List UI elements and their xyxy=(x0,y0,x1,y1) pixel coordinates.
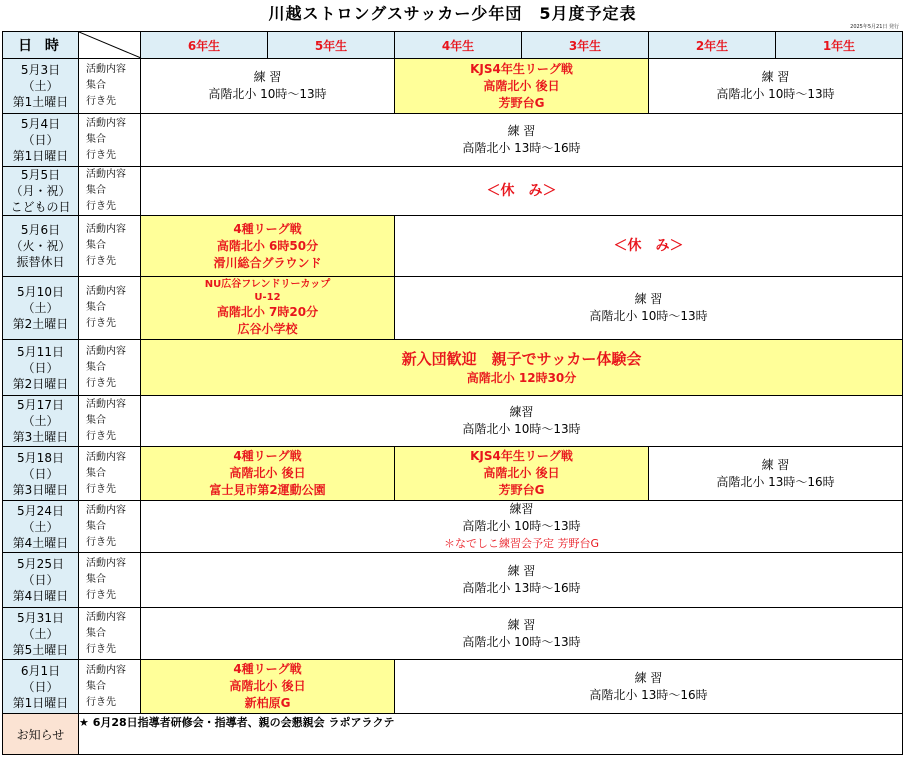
notice-text: ★ 6月28日指導者研修会・指導者、親の会懇親会 ラポアラクテ xyxy=(79,714,903,755)
row-label: 集合 xyxy=(86,80,106,91)
activity-line: 高階北小 13時〜16時 xyxy=(716,474,835,489)
date-line: 5月31日 xyxy=(17,610,64,625)
grade-header: 5年生 xyxy=(268,32,395,59)
activity-cell xyxy=(141,167,903,216)
row-labels xyxy=(79,340,141,396)
activity-line: 高階北小 10時〜13時 xyxy=(589,309,708,323)
activity-line: 練 習 xyxy=(507,124,536,138)
activity-line: KJS4年生リーグ戦 xyxy=(470,449,573,463)
date-line: （土） xyxy=(22,519,59,534)
schedule-row xyxy=(3,396,903,447)
row-label: 行き先 xyxy=(86,150,116,161)
row-labels xyxy=(79,396,141,447)
date-cell xyxy=(3,396,79,447)
row-labels xyxy=(79,608,141,660)
activity-line: 4種リーグ戦 xyxy=(233,662,302,676)
row-label: 活動内容 xyxy=(86,64,126,75)
row-labels xyxy=(79,114,141,167)
activity-line: 練 習 xyxy=(507,617,536,632)
row-labels xyxy=(79,59,141,114)
row-label: 集合 xyxy=(86,467,106,479)
activity-line: 練習 xyxy=(509,502,534,516)
date-line: 5月4日 xyxy=(20,117,61,131)
date-cell xyxy=(3,114,79,167)
activity-line: 練 習 xyxy=(507,564,536,578)
header-row xyxy=(3,32,903,59)
row-label: 行き先 xyxy=(86,96,116,107)
row-label: 行き先 xyxy=(86,377,116,389)
activity-cell xyxy=(141,340,903,396)
row-label: 集合 xyxy=(86,415,106,426)
activity-line: 高階北小 後日 xyxy=(483,78,560,93)
activity-cell xyxy=(141,553,903,608)
row-label: 行き先 xyxy=(86,201,116,212)
activity-cell xyxy=(141,660,395,714)
grade-header: 1年生 xyxy=(776,32,903,59)
row-label: 行き先 xyxy=(86,431,116,442)
activity-line: 新柏原G xyxy=(244,696,291,710)
schedule-row xyxy=(3,277,903,340)
notice-row xyxy=(3,714,903,755)
date-line: 5月10日 xyxy=(17,285,64,299)
schedule-row xyxy=(3,167,903,216)
activity-line: 高階北小 13時〜16時 xyxy=(462,141,581,155)
date-line: （月・祝） xyxy=(10,184,71,198)
date-line: （土） xyxy=(22,414,59,428)
row-label: 活動内容 xyxy=(86,504,126,516)
row-label: 行き先 xyxy=(86,256,116,267)
row-labels xyxy=(79,447,141,501)
date-cell xyxy=(3,277,79,340)
row-labels xyxy=(79,501,141,553)
activity-line: 広谷小学校 xyxy=(237,322,298,336)
activity-cell xyxy=(141,216,395,277)
row-label: 活動内容 xyxy=(86,611,126,623)
issue-date: 2025年5月21日 発行 xyxy=(850,24,899,30)
activity-line: 滑川総合グラウンド xyxy=(213,255,322,270)
schedule-row xyxy=(3,340,903,396)
date-cell xyxy=(3,447,79,501)
date-cell xyxy=(3,608,79,660)
activity-cell xyxy=(141,114,903,167)
row-label: 活動内容 xyxy=(86,664,126,676)
row-label: 活動内容 xyxy=(86,558,126,569)
schedule-row xyxy=(3,501,903,553)
activity-line: 練 習 xyxy=(761,457,790,472)
activity-line: 高階北小 10時〜13時 xyxy=(716,87,835,101)
row-label: 集合 xyxy=(86,627,106,639)
date-line: 第3日曜日 xyxy=(12,482,69,497)
date-line: （火・祝） xyxy=(10,239,71,253)
activity-cell xyxy=(649,59,903,114)
activity-line: 新入団歓迎 親子でサッカー体験会 xyxy=(401,350,642,368)
activity-line: 練 習 xyxy=(634,292,663,306)
date-line: （日） xyxy=(22,573,59,587)
date-cell xyxy=(3,660,79,714)
date-line: 第1日曜日 xyxy=(12,695,69,710)
date-cell xyxy=(3,501,79,553)
date-line: 第1土曜日 xyxy=(12,95,69,109)
date-line: （土） xyxy=(22,79,59,93)
activity-note: ＊なでしこ練習会予定 芳野台G xyxy=(443,537,600,550)
row-label: 集合 xyxy=(86,240,106,251)
row-labels xyxy=(79,553,141,608)
schedule-row xyxy=(3,447,903,501)
date-line: 5月25日 xyxy=(17,557,64,571)
schedule-table xyxy=(2,31,903,755)
activity-line: 高階北小 7時20分 xyxy=(216,305,319,319)
row-label: 行き先 xyxy=(86,590,116,601)
activity-cell xyxy=(649,447,903,501)
notice-label: お知らせ xyxy=(3,714,79,755)
schedule-row xyxy=(3,59,903,114)
date-line: 5月6日 xyxy=(20,223,61,237)
activity-cell xyxy=(141,396,903,447)
activity-line: 富士見市第2運動公園 xyxy=(209,483,326,497)
row-label: 活動内容 xyxy=(86,451,126,463)
activity-line: 4種リーグ戦 xyxy=(233,449,302,463)
row-label: 活動内容 xyxy=(86,169,126,180)
row-label: 集合 xyxy=(86,680,106,692)
activity-line: ＜休 み＞ xyxy=(613,237,684,254)
date-line: （日） xyxy=(22,360,59,375)
activity-line: 高階北小 後日 xyxy=(483,466,560,480)
date-line: 5月5日 xyxy=(20,168,61,182)
date-line: 第5土曜日 xyxy=(12,642,69,657)
row-label: 集合 xyxy=(86,520,106,532)
date-line: 5月3日 xyxy=(20,63,61,77)
page-title: 川越ストロングスサッカー少年団 5月度予定表 xyxy=(268,4,637,23)
activity-cell xyxy=(395,447,649,501)
date-line: （日） xyxy=(22,679,59,694)
activity-line: 高階北小 6時50分 xyxy=(216,238,319,253)
date-line: 5月24日 xyxy=(17,503,64,518)
row-label: 活動内容 xyxy=(86,286,126,297)
activity-line: 4種リーグ戦 xyxy=(233,221,302,236)
date-line: （土） xyxy=(22,301,59,315)
date-cell xyxy=(3,553,79,608)
row-label: 行き先 xyxy=(86,536,116,548)
activity-line: 高階北小 13時〜16時 xyxy=(589,687,708,702)
date-line: 第3土曜日 xyxy=(12,430,69,444)
schedule-row xyxy=(3,114,903,167)
row-label: 集合 xyxy=(86,361,106,373)
date-cell xyxy=(3,167,79,216)
date-line: 5月11日 xyxy=(17,344,64,359)
activity-line: 練 習 xyxy=(253,70,282,84)
activity-line: 高階北小 10時〜13時 xyxy=(462,422,581,436)
grade-header: 3年生 xyxy=(522,32,649,59)
date-cell xyxy=(3,216,79,277)
grade-header: 2年生 xyxy=(649,32,776,59)
date-cell xyxy=(3,340,79,396)
row-labels xyxy=(79,277,141,340)
activity-line: KJS4年生リーグ戦 xyxy=(470,61,573,76)
row-labels xyxy=(79,167,141,216)
row-label: 集合 xyxy=(86,302,106,313)
row-label: 活動内容 xyxy=(86,118,126,129)
date-line: 5月17日 xyxy=(17,398,64,412)
activity-line: 高階北小 後日 xyxy=(229,466,306,480)
activity-line: 練 習 xyxy=(634,670,663,685)
activity-line: 高階北小 後日 xyxy=(229,679,306,693)
activity-cell xyxy=(141,59,395,114)
grade-header: 6年生 xyxy=(141,32,268,59)
activity-cell xyxy=(141,277,395,340)
activity-cell xyxy=(141,501,903,553)
activity-cell xyxy=(395,59,649,114)
grade-header: 4年生 xyxy=(395,32,522,59)
date-line: 第4日曜日 xyxy=(12,589,69,603)
row-label: 行き先 xyxy=(86,696,116,708)
activity-line: ＜休 み＞ xyxy=(486,182,557,199)
activity-cell xyxy=(141,608,903,660)
activity-line: 高階北小 10時〜13時 xyxy=(208,87,327,101)
row-label: 集合 xyxy=(86,185,106,196)
date-line: （日） xyxy=(22,466,59,481)
date-line: 第1日曜日 xyxy=(12,149,69,163)
activity-line: 芳野台G xyxy=(498,483,545,497)
diagonal-line-icon xyxy=(79,32,141,58)
date-line: 第2日曜日 xyxy=(12,376,69,391)
activity-cell xyxy=(141,447,395,501)
activity-line: 練 習 xyxy=(761,70,790,84)
activity-cell xyxy=(395,277,903,340)
schedule-row xyxy=(3,216,903,277)
activity-cell xyxy=(395,216,903,277)
row-label: 集合 xyxy=(86,134,106,145)
diagonal-header-cell xyxy=(79,32,141,59)
activity-cell xyxy=(395,660,903,714)
activity-line: 高階北小 13時〜16時 xyxy=(462,581,581,595)
date-line: （日） xyxy=(22,133,59,147)
row-label: 行き先 xyxy=(86,483,116,495)
row-label: 活動内容 xyxy=(86,224,126,235)
date-line: 第4土曜日 xyxy=(12,535,69,550)
schedule-row xyxy=(3,660,903,714)
date-line: （土） xyxy=(22,626,59,641)
activity-line: NU広谷フレンドリーカップ xyxy=(204,279,331,290)
date-line: 5月18日 xyxy=(17,450,64,465)
row-label: 活動内容 xyxy=(86,399,126,410)
row-label: 集合 xyxy=(86,574,106,585)
date-cell xyxy=(3,59,79,114)
activity-line: U-12 xyxy=(254,292,281,303)
row-labels xyxy=(79,660,141,714)
activity-line: 高階北小 12時30分 xyxy=(466,371,577,385)
day-time-header: 日 時 xyxy=(3,32,79,59)
date-line: 6月1日 xyxy=(20,663,61,678)
row-label: 行き先 xyxy=(86,318,116,329)
date-line: 第2土曜日 xyxy=(12,317,69,331)
schedule-row xyxy=(3,608,903,660)
activity-line: 練習 xyxy=(509,405,534,419)
row-label: 行き先 xyxy=(86,643,116,655)
row-labels xyxy=(79,216,141,277)
date-line: こどもの日 xyxy=(10,200,71,214)
schedule-row xyxy=(3,553,903,608)
activity-line: 高階北小 10時〜13時 xyxy=(462,634,581,649)
activity-line: 高階北小 10時〜13時 xyxy=(462,519,581,533)
date-line: 振替休日 xyxy=(16,255,65,269)
activity-line: 芳野台G xyxy=(498,95,545,110)
row-label: 活動内容 xyxy=(86,345,126,357)
